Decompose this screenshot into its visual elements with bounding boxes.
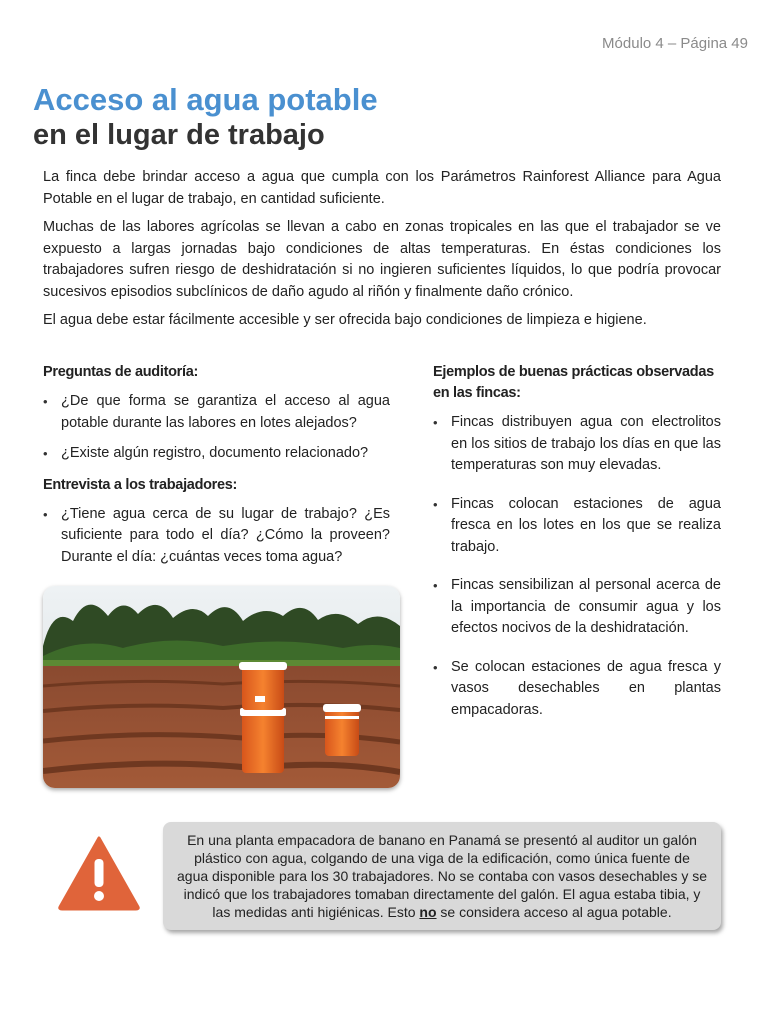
left-column: [43, 362, 390, 577]
audit-questions-list: [43, 391, 390, 465]
good-practices-list: [433, 412, 721, 721]
list-item: • ¿Existe algún registro, documento relacionado?: [43, 443, 390, 465]
list-item: • Fincas distribuyen agua con electrolitos en los sitios de trabajo los días en que las temperaturas son muy elevadas.: [433, 412, 721, 477]
list-item: • ¿De que forma se garantiza el acceso al agua potable durante las labores en lotes alejados?: [43, 391, 390, 434]
right-column: [433, 362, 721, 738]
title-line-2: en el lugar de trabajo: [33, 119, 325, 151]
worker-interview-list: [43, 504, 390, 569]
list-item: • ¿Tiene agua cerca de su lugar de trabajo? ¿Es suficiente para todo el día? ¿Cómo la proveen? Durante el día: ¿cuántas veces toma agua?: [43, 504, 390, 569]
photo-illustration: [43, 586, 400, 788]
list-item: • Fincas sensibilizan al personal acerca de la importancia de consumir agua y los efectos nocivos de la deshidratación.: [433, 575, 721, 640]
good-practices-heading: Ejemplos de buenas prácticas observadas en las fincas:: [433, 364, 714, 401]
intro-text: [43, 167, 721, 339]
note-text: En una planta empacadora de banano en Panamá se presentó al auditor un galón plástico con agua, colgando de una viga de la edificación, como única fuente de agua disponible para los 30 trabajadores. No se contaba con vasos desechables y se indicó que los trabajadores tomaban directamente del galón. El agua estaba tibia, y las medidas anti higiénicas. Esto: [177, 832, 708, 920]
intro-paragraph-3: El agua debe estar fácilmente accesible y ser ofrecida bajo condiciones de limpieza e higiene.: [43, 312, 647, 328]
page-number: Módulo 4 – Página 49: [602, 35, 748, 52]
audit-questions-heading: Preguntas de auditoría:: [43, 364, 199, 380]
intro-paragraph-2: Muchas de las labores agrícolas se llevan a cabo en zonas tropicales en las que el trabajador se ve expuesto a largas jornadas bajo condiciones de altas temperaturas. En éstas condiciones los trabajadores sufren riesgo de deshidratación si no ingieren suficientes líquidos, lo que podría provocar sucesivos episodios subclínicos de daño agudo al riñón y finalmente daño crónico.: [43, 219, 721, 300]
worker-interview-heading: Entrevista a los trabajadores:: [43, 476, 238, 493]
warning-note-box: [163, 822, 721, 930]
list-item: • Fincas colocan estaciones de agua fresca en los lotes en los que se realiza trabajo.: [433, 494, 721, 559]
intro-paragraph-1: La finca debe brindar acceso a agua que cumpla con los Parámetros Rainforest Alliance para Agua Potable en el lugar de trabajo, en cantidad suficiente.: [43, 169, 721, 207]
page-title: [33, 82, 378, 152]
warning-triangle-icon: [57, 835, 141, 911]
list-item: • Se colocan estaciones de agua fresca y vasos desechables en plantas empacadoras.: [433, 657, 721, 722]
title-line-1: Acceso al agua potable: [33, 82, 378, 117]
note-emphasis: no: [419, 904, 437, 920]
note-text-end: se considera acceso al agua potable.: [436, 904, 672, 920]
water-coolers-field-photo: [43, 586, 400, 788]
